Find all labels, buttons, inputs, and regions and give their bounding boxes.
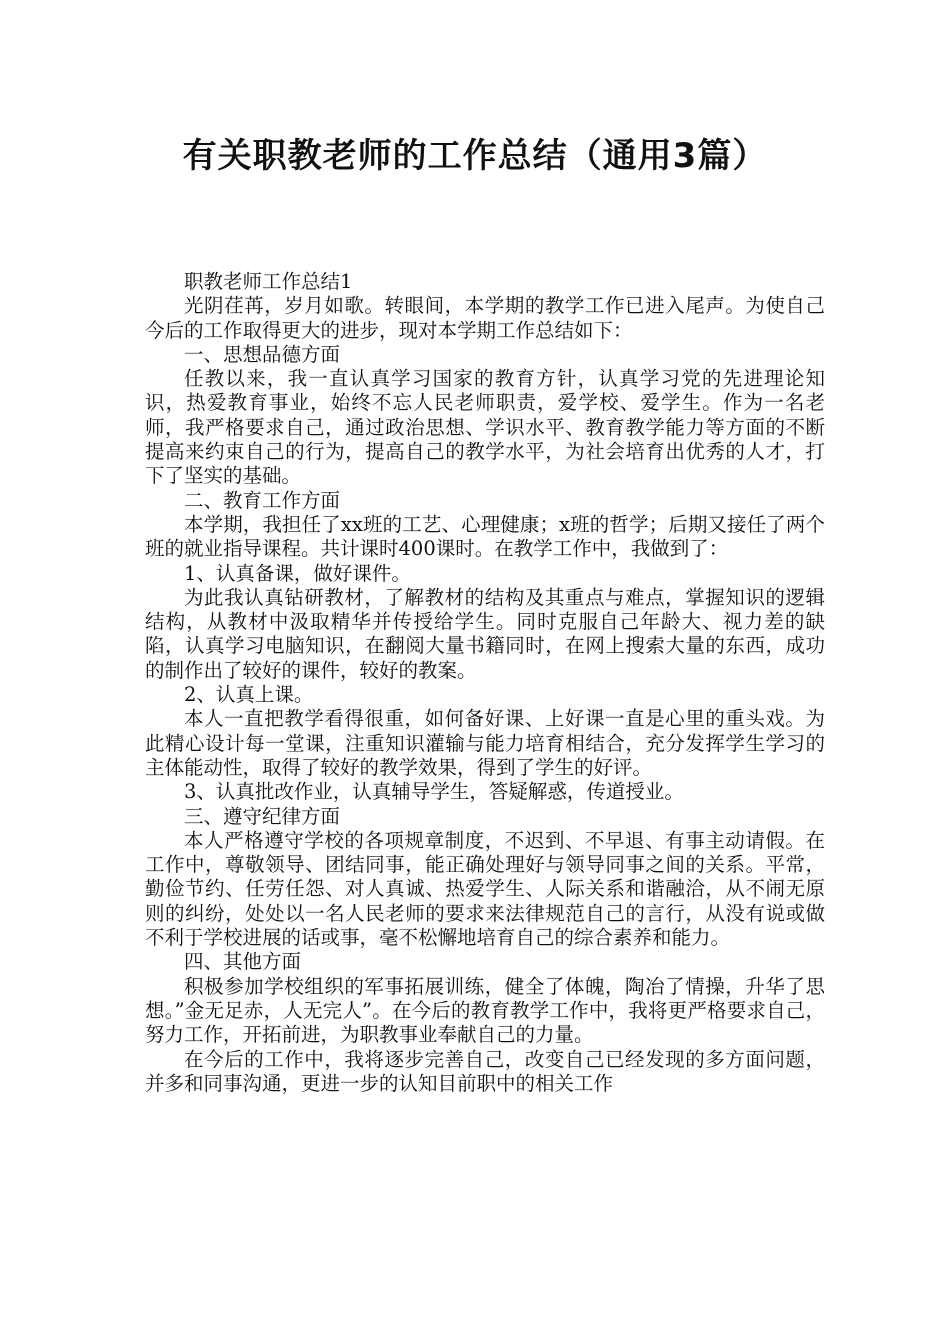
paragraph: 本人严格遵守学校的各项规章制度，不迟到、不早退、有事主动请假。在工作中，尊敬领导、团结同事，能正确处理好与领导同事之间的关系。平常，勤俭节约、任劳任怨、对人真诚、热爱学生、人际关系和谐融洽，从不闹无原则的纠纷，处处以一名人民老师的要求来法律规范自己的言行，从没有说或做不利于学校进展的话或事，毫不松懈地培育自己的综合素养和能力。 (145, 828, 825, 950)
subheading: 3、认真批改作业，认真辅导学生，答疑解惑，传道授业。 (184, 780, 684, 804)
paragraph: 为此我认真钻研教材，了解教材的结构及其重点与难点，掌握知识的逻辑结构，从教材中汲取精华并传授给学生。同时克服自己年龄大、视力差的缺陷，认真学习电脑知识，在翻阅大量书籍同时，在网上搜索大量的东西，成功的制作出了较好的课件，较好的教案。 (145, 585, 825, 682)
paragraph: 在今后的工作中，我将逐步完善自己，改变自己已经发现的多方面问题，并多和同事沟通，更进一步的认知目前职中的相关工作 (145, 1047, 825, 1095)
document-body (145, 270, 825, 1096)
section-heading: 一、思想品德方面 (184, 342, 341, 366)
paragraph: 本人一直把教学看得很重，如何备好课、上好课一直是心里的重头戏。为此精心设计每一堂课，注重知识灌输与能力培育相结合，充分发挥学生学习的主体能动性，取得了较好的教学效果，得到了学生的好评。 (145, 707, 825, 779)
paragraph: 任教以来，我一直认真学习国家的教育方针，认真学习党的先进理论知识，热爱教育事业，始终不忘人民老师职责，爱学校、爱学生。作为一名老师，我严格要求自己，通过政治思想、学识水平、教育教学能力等方面的不断提高来约束自己的行为，提高自己的教学水平，为社会培育出优秀的人才，打下了坚实的基础。 (145, 367, 825, 488)
section-heading: 二、教育工作方面 (184, 488, 341, 512)
paragraph: 积极参加学校组织的军事拓展训练，健全了体魄，陶冶了情操，升华了思想。”金无足赤，人无完人”。在今后的教育教学工作中，我将更严格要求自己，努力工作，开拓前进，为职教事业奉献自己的力量。 (145, 974, 825, 1047)
subheading: 2、认真上课。 (184, 683, 314, 707)
section-heading: 三、遵守纪律方面 (184, 804, 341, 828)
section-heading: 四、其他方面 (184, 950, 302, 974)
paragraph: 职教老师工作总结1 (184, 270, 353, 293)
document-title: 有关职教老师的工作总结（通用3篇） (182, 136, 768, 176)
paragraph: 本学期，我担任了xx班的工艺、心理健康；x班的哲学；后期又接任了两个班的就业指导课程。共计课时400课时。在教学工作中，我做到了： (145, 512, 825, 561)
paragraph: 光阴荏苒，岁月如歌。转眼间，本学期的教学工作已进入尾声。为使自己今后的工作取得更大的进步，现对本学期工作总结如下： (145, 294, 825, 342)
subheading: 1、认真备课，做好课件。 (184, 561, 411, 585)
